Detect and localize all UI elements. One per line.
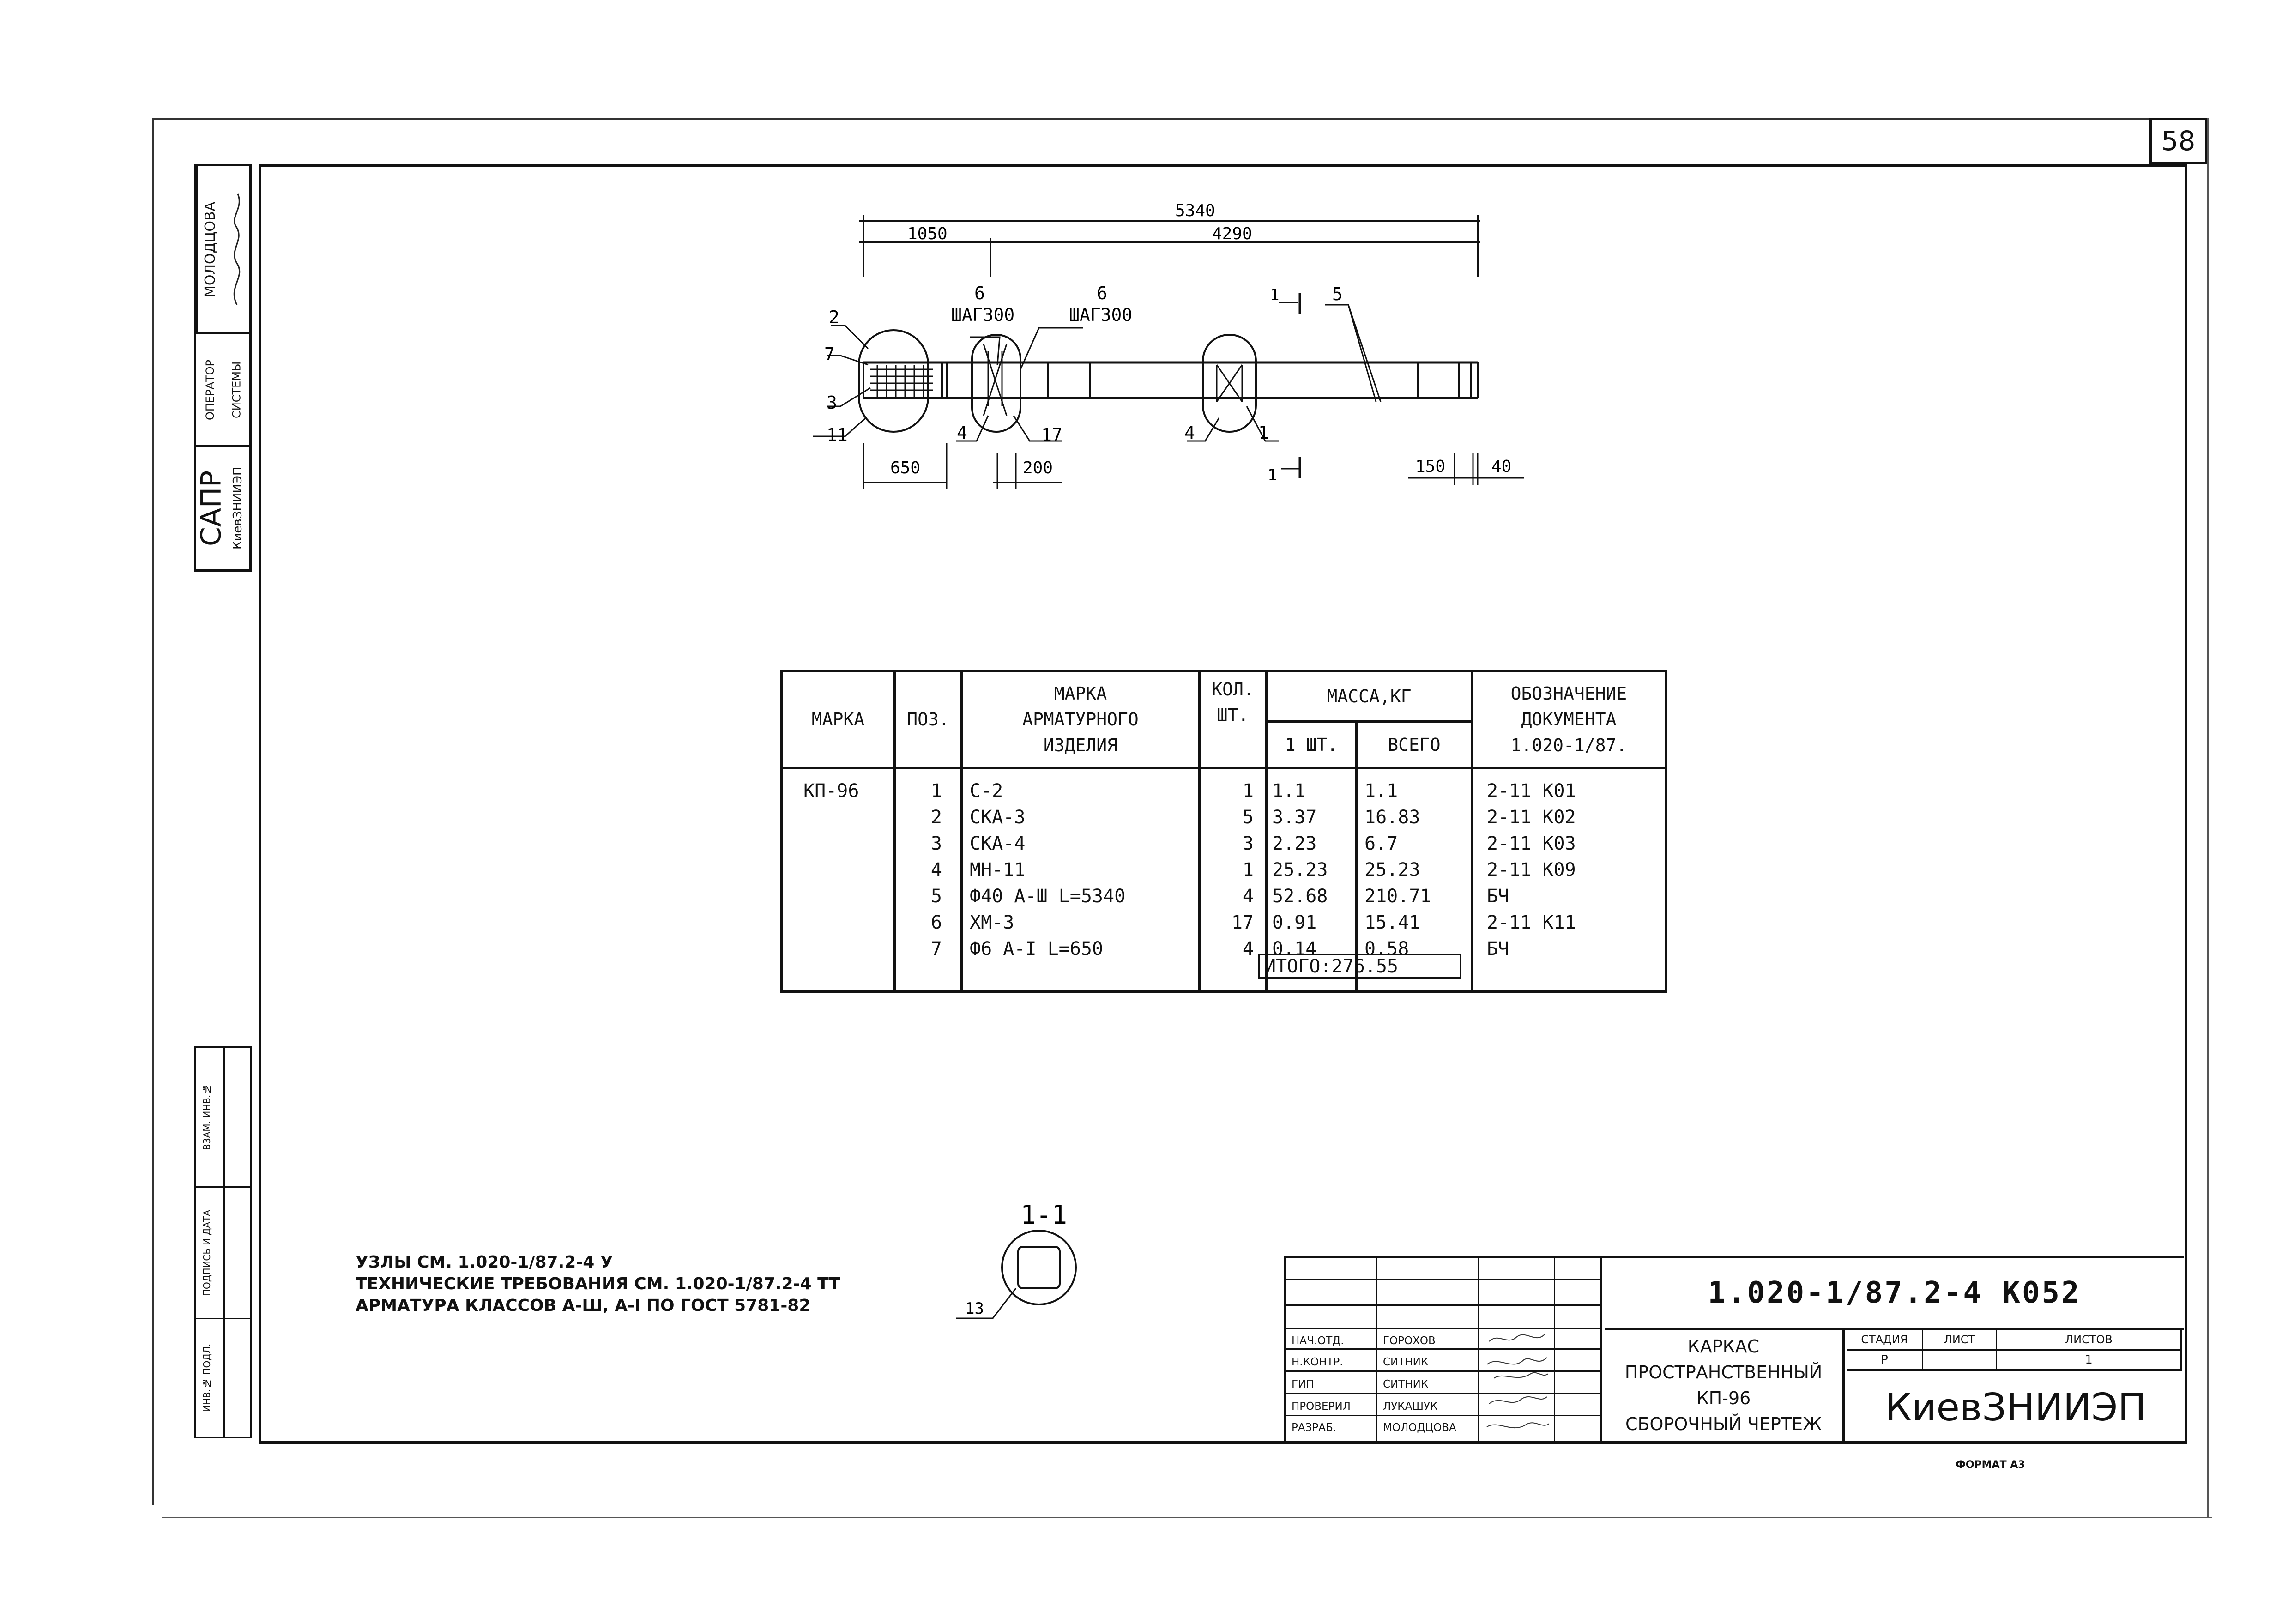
col-poz (895, 768, 962, 992)
row-mass-one-6: 0.91 (1272, 912, 1317, 933)
signer-name-3: СИТНИК (1383, 1378, 1429, 1390)
signer-role-3: ГИП (1292, 1378, 1314, 1390)
header-massa: МАССА,КГ (1267, 671, 1472, 722)
sheets-value: 1 (1997, 1351, 2182, 1371)
row-mass-one-2: 3.37 (1272, 807, 1317, 828)
drawing-title (1605, 1330, 1845, 1441)
pos-3: 3 (827, 392, 837, 413)
signer-name-4: ЛУКАШУК (1383, 1401, 1438, 1413)
row-mass-one-1: 1.1 (1272, 780, 1306, 802)
stamp-role-line1: ОПЕРАТОР (204, 359, 217, 420)
side-label-signature: ПОДПИСЬ И ДАТА (201, 1210, 212, 1297)
header-doc-3: 1.020-1/87. (1510, 735, 1627, 755)
row-poz-4: 4 (930, 859, 942, 881)
stamp-person: МОЛОДЦОВА (196, 166, 223, 332)
row-mass-total-1: 1.1 (1364, 780, 1398, 802)
pos-7: 7 (824, 344, 835, 364)
leader-6a: 6 (974, 283, 985, 303)
header-izdelie (962, 671, 1200, 768)
row-doc-7: БЧ (1487, 938, 1509, 960)
section-pos: 13 (965, 1299, 984, 1318)
row-doc-6: 2-11 К11 (1487, 912, 1576, 933)
title-line-2: ПРОСТРАНСТВЕННЫЙ (1624, 1362, 1823, 1383)
row-qty-4: 1 (1242, 859, 1254, 881)
format-label: ФОРМАТ А3 (1956, 1459, 2025, 1471)
signer-role-2: Н.КОНТР. (1292, 1356, 1343, 1368)
signer-name-5: МОЛОДЦОВА (1383, 1422, 1456, 1434)
detail-outline-left (859, 330, 928, 432)
row-mass-total-7: 0.58 (1364, 938, 1409, 960)
header-kol-2: ШТ. (1217, 705, 1249, 725)
note-3: АРМАТУРА КЛАССОВ А-Ш, А-I ПО ГОСТ 5781-82 (356, 1296, 811, 1315)
page-number: 58 (2149, 118, 2207, 164)
signer-role-5: РАЗРАБ. (1292, 1422, 1337, 1434)
row-doc-5: БЧ (1487, 886, 1509, 907)
row-mass-total-2: 16.83 (1364, 807, 1420, 828)
stage-label: СТАДИЯ (1847, 1330, 1923, 1351)
dim-650: 650 (890, 459, 921, 477)
dim-200: 200 (1023, 459, 1053, 477)
cell-marka: КП-96 (782, 768, 895, 992)
row-mass-one-5: 52.68 (1272, 886, 1328, 907)
header-kol-1: КОЛ. (1212, 679, 1254, 700)
header-izdelie-3: ИЗДЕЛИЯ (1043, 735, 1118, 755)
header-kol (1200, 671, 1267, 768)
col-item (962, 768, 1200, 992)
row-item-6: ХМ-3 (970, 912, 1014, 933)
pos-5: 5 (1332, 284, 1343, 304)
row-doc-4: 2-11 К09 (1487, 859, 1576, 881)
dim-150: 150 (1415, 457, 1446, 476)
section-title: 1-1 (1020, 1200, 1068, 1230)
stamp-system: САПР (195, 470, 228, 546)
row-item-2: СКА-3 (970, 807, 1026, 828)
row-item-1: С-2 (970, 780, 1003, 802)
dim-left: 1050 (907, 224, 948, 243)
cut-bottom: 1 (1268, 466, 1277, 484)
row-doc-3: 2-11 К03 (1487, 833, 1576, 854)
row-item-7: Ф6 А-I L=650 (970, 938, 1103, 960)
side-label-inventory: ИНВ.№ ПОДЛ. (201, 1343, 212, 1413)
step-a: ШАГ300 (951, 305, 1015, 325)
row-qty-1: 1 (1242, 780, 1254, 802)
document-number: 1.020-1/87.2-4 К052 (1605, 1258, 2184, 1330)
header-massa-all: ВСЕГО (1357, 722, 1472, 768)
leader-6b: 6 (1097, 283, 1107, 303)
row-mass-total-5: 210.71 (1364, 886, 1431, 907)
header-marka: МАРКА (782, 671, 895, 768)
signatures-icon (1480, 1328, 1553, 1441)
row-item-4: МН-11 (970, 859, 1026, 881)
specification-table (780, 670, 1667, 993)
dim-40: 40 (1491, 457, 1512, 476)
sheet-value (1923, 1351, 1997, 1371)
title-line-4: СБОРОЧНЫЙ ЧЕРТЕЖ (1625, 1414, 1822, 1434)
header-doc-1: ОБОЗНАЧЕНИЕ (1510, 683, 1627, 704)
side-label-replace: ВЗАМ. ИНВ.№ (201, 1083, 212, 1151)
section-square (1018, 1247, 1060, 1288)
row-poz-5: 5 (930, 886, 942, 907)
stamp-role-line2: СИСТЕМЫ (230, 361, 243, 418)
stamp-org: КиевЗНИИЭП (231, 466, 245, 550)
row-mass-one-4: 25.23 (1272, 859, 1328, 881)
header-massa-one: 1 ШТ. (1267, 722, 1357, 768)
cut-top: 1 (1270, 286, 1280, 304)
row-qty-6: 17 (1231, 912, 1254, 933)
pos-4b: 4 (1184, 423, 1195, 443)
header-izdelie-1: МАРКА (1054, 683, 1107, 704)
signer-name-1: ГОРОХОВ (1383, 1335, 1436, 1347)
col-qty (1200, 768, 1267, 992)
note-1: УЗЛЫ СМ. 1.020-1/87.2-4 У (356, 1253, 613, 1272)
row-poz-7: 7 (930, 938, 942, 960)
row-poz-2: 2 (930, 807, 942, 828)
pos-2: 2 (829, 307, 839, 327)
step-b: ШАГ300 (1069, 305, 1133, 325)
stage-value: Р (1847, 1351, 1923, 1371)
title-line-1: КАРКАС (1687, 1336, 1760, 1357)
signature-grid (1286, 1258, 1600, 1441)
sheet-label: ЛИСТ (1923, 1330, 1997, 1351)
notes (356, 1251, 840, 1316)
organization: КиевЗНИИЭП (1884, 1385, 2147, 1430)
header-doc-2: ДОКУМЕНТА (1521, 709, 1617, 730)
header-poz: ПОЗ. (895, 671, 962, 768)
col-doc (1472, 768, 1666, 992)
row-mass-one-7: 0.14 (1272, 938, 1317, 960)
pos-17: 17 (1041, 425, 1062, 445)
total-mass: ИТОГО:276.55 (1258, 954, 1461, 979)
header-doc (1472, 671, 1666, 768)
row-mass-total-3: 6.7 (1364, 833, 1398, 854)
row-qty-2: 5 (1242, 807, 1254, 828)
row-qty-3: 3 (1242, 833, 1254, 854)
note-2: ТЕХНИЧЕСКИЕ ТРЕБОВАНИЯ СМ. 1.020-1/87.2-4 ТТ (356, 1274, 840, 1293)
header-izdelie-2: АРМАТУРНОГО (1022, 709, 1139, 730)
row-poz-3: 3 (930, 833, 942, 854)
row-qty-5: 4 (1242, 886, 1254, 907)
row-poz-6: 6 (930, 912, 942, 933)
dim-total: 5340 (1175, 201, 1215, 220)
signer-name-2: СИТНИК (1383, 1356, 1429, 1368)
row-qty-7: 4 (1242, 938, 1254, 960)
row-mass-total-6: 15.41 (1364, 912, 1420, 933)
row-poz-1: 1 (930, 780, 942, 802)
pos-4a: 4 (957, 423, 967, 443)
section-circle (1002, 1231, 1076, 1304)
pos-1: 1 (1258, 423, 1269, 443)
row-doc-2: 2-11 К02 (1487, 807, 1576, 828)
row-mass-one-3: 2.23 (1272, 833, 1317, 854)
pos-11: 11 (827, 425, 848, 445)
row-mass-total-4: 25.23 (1364, 859, 1420, 881)
row-item-5: Ф40 А-Ш L=5340 (970, 886, 1126, 907)
dim-right: 4290 (1212, 224, 1252, 243)
title-block (1284, 1256, 2184, 1443)
signer-role-1: НАЧ.ОТД. (1292, 1335, 1344, 1347)
row-doc-1: 2-11 К01 (1487, 780, 1576, 802)
title-line-3: КП-96 (1696, 1388, 1751, 1408)
row-item-3: СКА-4 (970, 833, 1026, 854)
sheets-label: ЛИСТОВ (1997, 1330, 2182, 1351)
signer-role-4: ПРОВЕРИЛ (1292, 1401, 1351, 1413)
